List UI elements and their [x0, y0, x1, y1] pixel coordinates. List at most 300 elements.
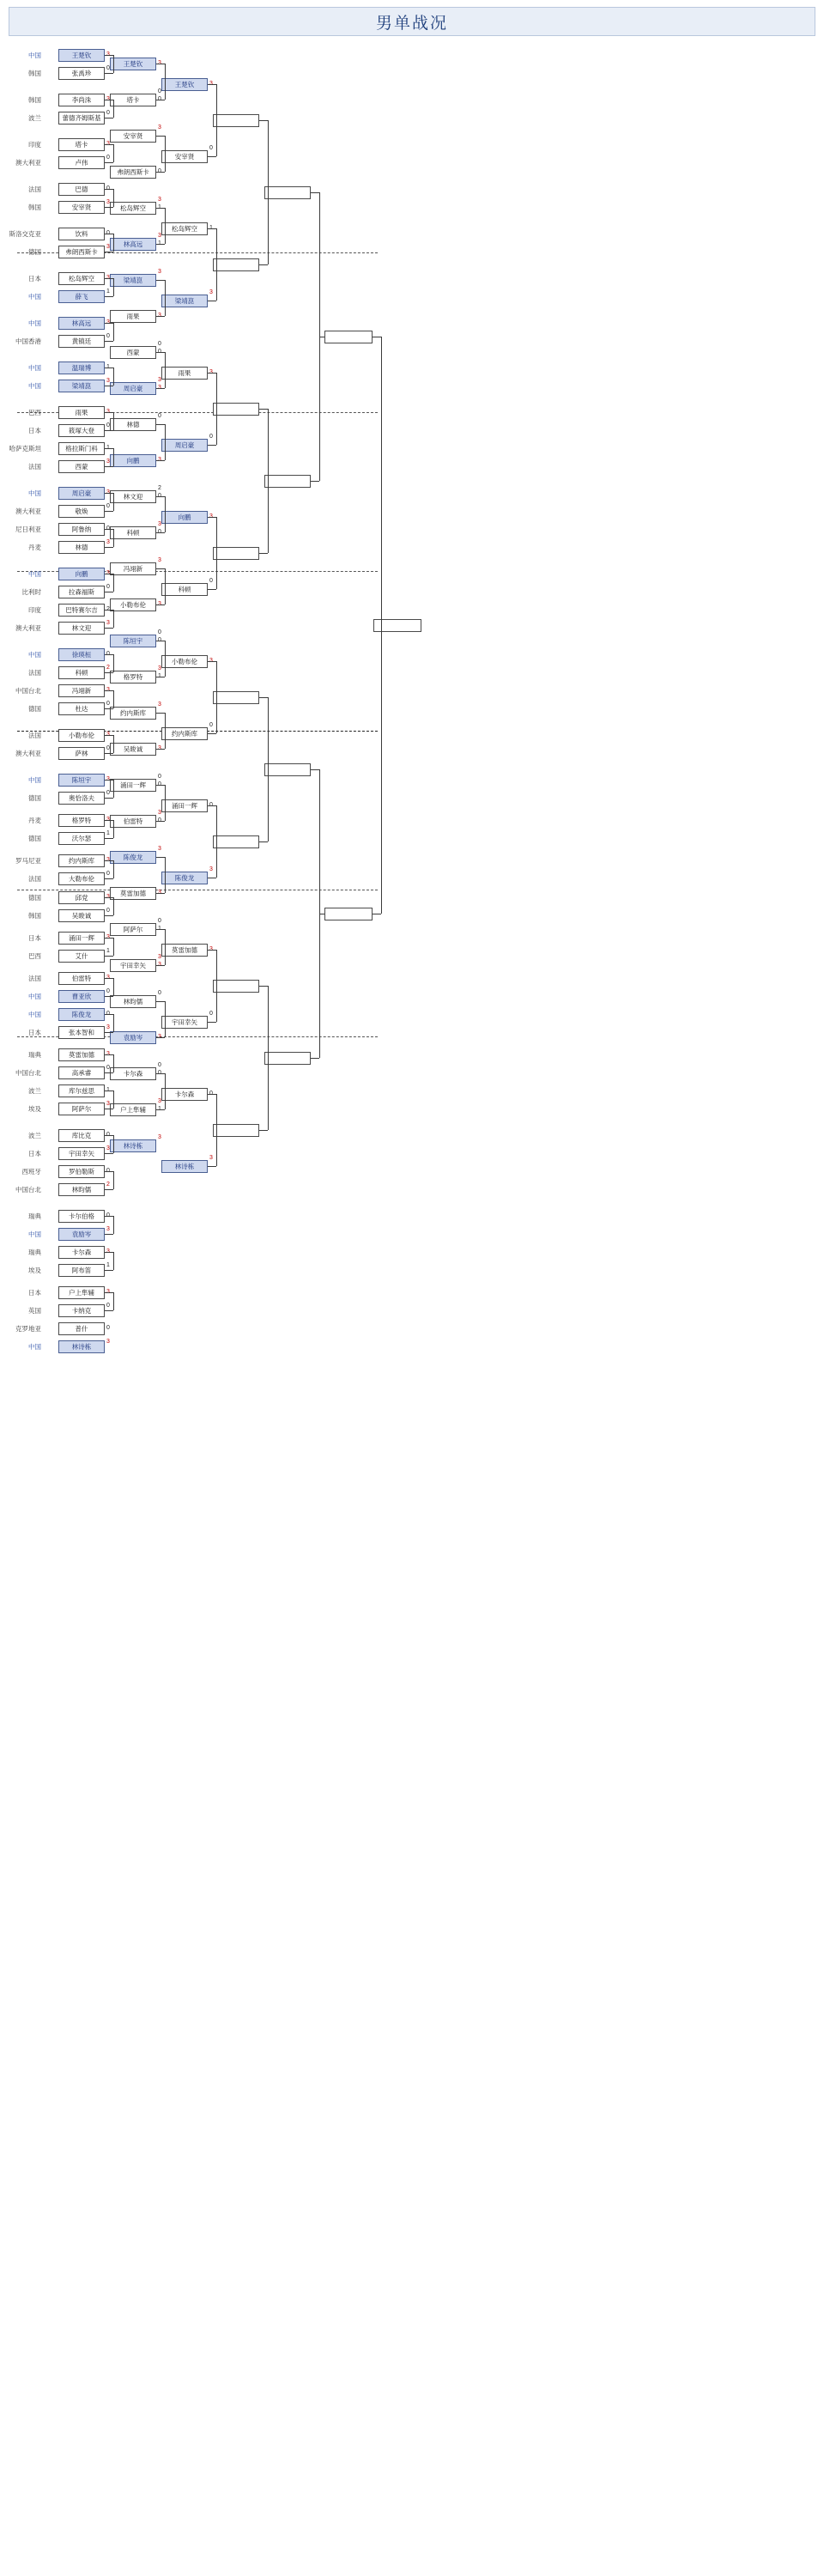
connector-line — [105, 430, 113, 431]
connector-line — [113, 1292, 114, 1310]
match-score: 1 — [106, 830, 110, 836]
match-score: 1 — [106, 289, 110, 295]
connector-line — [105, 610, 113, 611]
player-country-label: 西班牙 — [21, 1168, 41, 1176]
bracket-node-r1[interactable]: 艾什 — [58, 950, 105, 963]
bracket-node-r1[interactable]: 松岛辉空 — [58, 272, 105, 285]
match-score: 3 — [106, 244, 110, 250]
match-score: 2 — [158, 485, 161, 491]
bracket-node-r1[interactable]: 弗朗西斯卡 — [58, 246, 105, 258]
connector-line — [113, 610, 114, 628]
bracket-node-r1[interactable]: 沃尔瑟 — [58, 832, 105, 845]
connector-line — [105, 672, 113, 673]
connector-line — [113, 412, 114, 430]
connector-line — [113, 1216, 114, 1234]
player-country-label: 中国台北 — [15, 1186, 41, 1194]
match-score: 3 — [209, 289, 213, 295]
connector-line — [311, 769, 319, 770]
bracket-node-r2[interactable]: 林德 — [110, 418, 156, 431]
bracket-node-r1[interactable]: 巴特赛尔吉 — [58, 604, 105, 617]
bracket-node-r2[interactable]: 袁励岑 — [110, 1031, 156, 1044]
bracket-node-r3[interactable]: 陈俊龙 — [161, 872, 208, 884]
match-score: 0 — [106, 155, 110, 161]
connector-line — [105, 162, 113, 163]
connector-line — [165, 1073, 166, 1109]
connector-line — [156, 280, 165, 281]
player-country-label: 韩国 — [28, 96, 41, 104]
bracket-node-r1[interactable]: 阿鲁纳 — [58, 523, 105, 536]
page-title: 男单战况 — [375, 14, 448, 33]
bracket-node-r5[interactable] — [264, 763, 311, 776]
connector-line — [156, 568, 165, 569]
player-country-label: 德国 — [28, 794, 41, 802]
bracket-node-r1[interactable]: 西蒙 — [58, 460, 105, 473]
player-country-label: 印度 — [28, 141, 41, 149]
player-country-label: 巴西 — [28, 952, 41, 960]
bracket-node-r1[interactable]: 雨果 — [58, 406, 105, 419]
bracket-node-r2[interactable]: 周启豪 — [110, 382, 156, 395]
player-country-label: 法国 — [28, 875, 41, 883]
connector-line — [105, 1252, 113, 1253]
bracket-node-r1[interactable]: 户上隼辅 — [58, 1286, 105, 1299]
connector-line — [165, 496, 166, 532]
player-country-label: 中国 — [28, 319, 41, 327]
player-country-label: 日本 — [28, 1289, 41, 1297]
bracket-node-r3[interactable]: 科顿 — [161, 583, 208, 596]
match-score: 3 — [106, 620, 110, 626]
connector-line — [105, 1310, 113, 1311]
bracket-node-r2[interactable]: 吴晙诚 — [110, 743, 156, 756]
connector-line — [105, 996, 113, 997]
bracket-node-r2[interactable]: 伯雷特 — [110, 815, 156, 828]
connector-line — [216, 950, 217, 1022]
connector-line — [105, 1171, 113, 1172]
bracket-node-r1[interactable]: 徐瑛桓 — [58, 648, 105, 661]
bracket-node-r1[interactable]: 蕾德齐姆斯基 — [58, 112, 105, 125]
bracket-node-r2[interactable]: 塔卡 — [110, 94, 156, 106]
connector-line — [105, 838, 113, 839]
player-country-label: 中国 — [28, 993, 41, 1000]
bracket-node-r1[interactable]: 安宰贤 — [58, 201, 105, 214]
connector-line — [311, 1058, 319, 1059]
bracket-node-r3[interactable]: 莫雷加德 — [161, 944, 208, 957]
player-country-label: 中国 — [28, 1230, 41, 1238]
match-score: 0 — [158, 629, 161, 635]
connector-line — [105, 1189, 113, 1190]
match-score: 1 — [106, 1262, 110, 1268]
connector-line — [105, 820, 113, 821]
match-score: 0 — [158, 88, 161, 94]
bracket-node-r1[interactable]: 巴德 — [58, 183, 105, 196]
connector-line — [165, 1001, 166, 1037]
bracket-node-r3[interactable]: 林诗栋 — [161, 1160, 208, 1173]
connector-line — [113, 1252, 114, 1270]
bracket-node-r2[interactable]: 林高远 — [110, 238, 156, 251]
bracket-node-r1[interactable]: 张禹珍 — [58, 67, 105, 80]
bracket-node-r1[interactable]: 筱塚大登 — [58, 424, 105, 437]
connector-line — [156, 1109, 165, 1110]
connector-line — [311, 192, 319, 193]
bracket-node-r3[interactable]: 王楚钦 — [161, 78, 208, 91]
bracket-node-r4[interactable] — [213, 1124, 259, 1137]
match-score: 0 — [106, 110, 110, 116]
bracket-node-r4[interactable] — [213, 114, 259, 127]
match-score: 3 — [158, 846, 161, 852]
bracket-node-r5[interactable] — [264, 186, 311, 199]
bracket-node-r3[interactable]: 周启豪 — [161, 439, 208, 452]
connector-line — [208, 733, 216, 734]
player-country-label: 瑞典 — [28, 1212, 41, 1220]
bracket-node-r1[interactable]: 陈垣宇 — [58, 774, 105, 787]
connector-line — [105, 1292, 113, 1293]
connector-line — [165, 136, 166, 172]
bracket-node-r2[interactable]: 向鹏 — [110, 454, 156, 467]
connector-line — [105, 1032, 113, 1033]
connector-line — [105, 915, 113, 916]
bracket-node-r1[interactable]: 卢伟 — [58, 156, 105, 169]
connector-line — [156, 460, 165, 461]
connector-line — [105, 296, 113, 297]
player-country-label: 法国 — [28, 975, 41, 982]
bracket-node-r1[interactable]: 李尚洙 — [58, 94, 105, 106]
connector-line — [113, 448, 114, 466]
player-country-label: 英国 — [28, 1307, 41, 1315]
bracket-node-r1[interactable]: 卡尔森 — [58, 1246, 105, 1259]
connector-line — [113, 55, 114, 73]
bracket-node-r1[interactable]: 黄镇廷 — [58, 335, 105, 348]
match-score: 0 — [158, 341, 161, 347]
connector-line — [113, 978, 114, 996]
connector-line — [105, 55, 113, 56]
player-country-label: 澳大利亚 — [15, 507, 41, 515]
connector-line — [105, 735, 113, 736]
player-country-label: 日本 — [28, 275, 41, 283]
bracket-node-r1[interactable]: 约内斯库 — [58, 854, 105, 867]
bracket-node-r2[interactable]: 莫雷加德 — [110, 887, 156, 900]
connector-line — [156, 785, 165, 786]
bracket-node-r2[interactable]: 冯翊新 — [110, 562, 156, 575]
match-score: 0 — [106, 422, 110, 428]
connector-line — [113, 493, 114, 511]
connector-line — [113, 234, 114, 252]
player-country-label: 日本 — [28, 427, 41, 434]
player-country-label: 瑞典 — [28, 1249, 41, 1256]
bracket-node-r1[interactable]: 梁靖崑 — [58, 380, 105, 392]
connector-line — [105, 278, 113, 279]
match-score: 0 — [158, 918, 161, 924]
bracket-node-r2[interactable]: 林诗栋 — [110, 1139, 156, 1152]
connector-line — [105, 628, 113, 629]
connector-line — [105, 1270, 113, 1271]
bracket-node-r2[interactable]: 卡尔森 — [110, 1067, 156, 1080]
connector-line — [105, 753, 113, 754]
connector-line — [216, 517, 217, 589]
connector-line — [259, 553, 268, 554]
bracket-node-r2[interactable]: 梁靖崑 — [110, 274, 156, 287]
connector-line — [156, 208, 165, 209]
bracket-node-r2[interactable]: 陈俊龙 — [110, 851, 156, 864]
connector-line — [156, 893, 165, 894]
player-country-label: 法国 — [28, 669, 41, 677]
bracket-node-r2[interactable]: 宇田幸矢 — [110, 959, 156, 972]
bracket-node-r5[interactable] — [264, 1052, 311, 1065]
connector-line — [268, 986, 269, 1130]
match-score: 3 — [106, 1024, 110, 1030]
bracket-node-r1[interactable]: 王楚钦 — [58, 49, 105, 62]
match-score: 0 — [158, 1062, 161, 1068]
bracket-node-r4[interactable] — [213, 980, 259, 993]
connector-line — [156, 857, 165, 858]
connector-line — [259, 1130, 268, 1131]
connector-line — [113, 860, 114, 878]
bracket-node-r2[interactable]: 王楚钦 — [110, 58, 156, 70]
player-country-label: 韩国 — [28, 204, 41, 211]
connector-line — [165, 280, 166, 316]
bracket-node-r1[interactable]: 小勒布伦 — [58, 729, 105, 742]
match-score: 3 — [106, 459, 110, 465]
match-score: 3 — [158, 1098, 161, 1104]
player-country-label: 中国 — [28, 293, 41, 301]
bracket-node-r1[interactable]: 卡纳克 — [58, 1304, 105, 1317]
match-score: 0 — [106, 1325, 110, 1331]
connector-line — [165, 64, 166, 100]
bracket-node-r1[interactable]: 温瑞博 — [58, 361, 105, 374]
bracket-node-r1[interactable]: 林德 — [58, 541, 105, 554]
bracket-node-r1[interactable]: 张本智和 — [58, 1026, 105, 1039]
match-score: 3 — [106, 199, 110, 205]
bracket-node-r1[interactable]: 卡尔伯格 — [58, 1210, 105, 1223]
connector-line — [268, 697, 269, 841]
match-score: 3 — [158, 269, 161, 275]
bracket-node-r1[interactable]: 陈俊龙 — [58, 1008, 105, 1021]
bracket-node-r4[interactable] — [213, 258, 259, 271]
bracket-node-r1[interactable]: 饮料 — [58, 228, 105, 240]
match-score: 3 — [209, 866, 213, 872]
connector-line — [105, 1135, 113, 1136]
connector-line — [105, 1014, 113, 1015]
bracket-node-r2[interactable]: 阿萨尔 — [110, 923, 156, 936]
connector-line — [156, 821, 165, 822]
player-country-label: 中国 — [28, 1343, 41, 1351]
connector-line — [156, 424, 165, 425]
connector-line — [105, 860, 113, 861]
match-score: 0 — [106, 988, 110, 994]
connector-line — [259, 264, 268, 265]
bracket-node-r2[interactable]: 西蒙 — [110, 346, 156, 359]
bracket-node-r3[interactable]: 卡尔森 — [161, 1088, 208, 1101]
bracket-node-r1[interactable]: 普什 — [58, 1322, 105, 1335]
bracket-node-r1[interactable]: 向鹏 — [58, 568, 105, 580]
bracket-node-r1[interactable]: 阿萨尔 — [58, 1103, 105, 1115]
bracket-node-r5[interactable] — [264, 475, 311, 488]
match-score: 3 — [158, 702, 161, 708]
title-bar — [9, 7, 815, 36]
bracket-node-r2[interactable]: 雨果 — [110, 310, 156, 323]
bracket-node-r4[interactable] — [213, 691, 259, 704]
connector-line — [156, 388, 165, 389]
player-country-label: 澳大利亚 — [15, 159, 41, 167]
connector-line — [165, 352, 166, 388]
connector-line — [113, 1054, 114, 1072]
connector-line — [105, 529, 113, 530]
bracket-node-r2[interactable]: 约内斯库 — [110, 707, 156, 720]
bracket-node-r2[interactable]: 林昀儒 — [110, 995, 156, 1008]
bracket-node-r1[interactable]: 宇田幸矢 — [58, 1147, 105, 1160]
connector-line — [156, 172, 165, 173]
bracket-node-r1[interactable]: 格罗特 — [58, 814, 105, 827]
bracket-node-r2[interactable]: 涌田一辉 — [110, 779, 156, 792]
bracket-node-r1[interactable]: 莫雷加德 — [58, 1048, 105, 1061]
match-score: 0 — [209, 145, 213, 151]
connector-line — [268, 120, 269, 264]
connector-line — [113, 189, 114, 207]
bracket-node-r1[interactable]: 萨林 — [58, 747, 105, 760]
bracket-node-r1[interactable]: 林诗栋 — [58, 1340, 105, 1353]
connector-line — [113, 938, 114, 956]
connector-line — [156, 136, 165, 137]
player-country-label: 瑞典 — [28, 1051, 41, 1059]
bracket-node-r4[interactable] — [213, 835, 259, 848]
connector-line — [156, 713, 165, 714]
connector-line — [105, 144, 113, 145]
bracket-node-r3[interactable]: 宇田幸矢 — [161, 1016, 208, 1029]
match-score: 3 — [158, 1134, 161, 1140]
player-country-label: 日本 — [28, 1150, 41, 1157]
bracket-node-r3[interactable]: 约内斯库 — [161, 727, 208, 740]
bracket-node-r2[interactable]: 松岛辉空 — [110, 202, 156, 215]
connector-line — [268, 409, 269, 553]
connector-line — [208, 373, 216, 374]
connector-line — [156, 1001, 165, 1002]
connector-line — [156, 1037, 165, 1038]
connector-line — [208, 1022, 216, 1023]
match-score: 3 — [106, 1101, 110, 1107]
connector-line — [113, 278, 114, 296]
connector-line — [105, 466, 113, 467]
connector-line — [156, 749, 165, 750]
player-country-label: 中国台北 — [15, 1069, 41, 1077]
bracket-node-r1[interactable]: 冯翊新 — [58, 684, 105, 697]
bracket-node-r4[interactable] — [213, 403, 259, 416]
bracket-node-r1[interactable]: 涌田一辉 — [58, 932, 105, 945]
connector-line — [113, 735, 114, 753]
connector-line — [105, 189, 113, 190]
bracket-node-r1[interactable]: 吴晙诚 — [58, 909, 105, 922]
connector-line — [165, 785, 166, 821]
bracket-node-r1[interactable]: 林高远 — [58, 317, 105, 330]
connector-line — [259, 120, 268, 121]
bracket-node-r1[interactable]: 周启豪 — [58, 487, 105, 500]
bracket-node-r1[interactable]: 高承睿 — [58, 1066, 105, 1079]
match-score: 3 — [158, 665, 161, 671]
connector-line — [165, 713, 166, 749]
bracket-node-r2[interactable]: 小勒布伦 — [110, 598, 156, 611]
bracket-node-r4[interactable] — [213, 547, 259, 560]
connector-line — [105, 938, 113, 939]
bracket-node-r3[interactable]: 松岛辉空 — [161, 222, 208, 235]
match-score: 3 — [158, 125, 161, 131]
connector-line — [113, 144, 114, 162]
bracket-node-r2[interactable]: 格罗特 — [110, 671, 156, 683]
bracket-node-r1[interactable]: 林昀儒 — [58, 1183, 105, 1196]
player-country-label: 丹麦 — [28, 544, 41, 551]
connector-line — [216, 661, 217, 733]
match-score: 3 — [158, 233, 161, 239]
connector-line — [105, 73, 113, 74]
bracket-node-r1[interactable]: 邱党 — [58, 891, 105, 904]
bracket-node-r3[interactable]: 向鹏 — [161, 511, 208, 524]
connector-line — [105, 493, 113, 494]
player-country-label: 德国 — [28, 248, 41, 256]
bracket-node-r2[interactable]: 林文迎 — [110, 490, 156, 503]
bracket-node-r1[interactable]: 阿布笛 — [58, 1264, 105, 1277]
bracket-node-r2[interactable]: 安宰贤 — [110, 130, 156, 143]
bracket-node-r3[interactable]: 梁靖崑 — [161, 295, 208, 307]
match-score: 0 — [106, 1303, 110, 1309]
connector-line — [381, 337, 382, 914]
bracket-node-r1[interactable]: 薛飞 — [58, 290, 105, 303]
bracket-node-r2[interactable]: 陈垣宇 — [110, 635, 156, 647]
bracket-node-r1[interactable]: 杜达 — [58, 702, 105, 715]
connector-line — [208, 156, 216, 157]
bracket-node-r1[interactable]: 大勒布伦 — [58, 872, 105, 885]
bracket-node-r1[interactable]: 塔卡 — [58, 138, 105, 151]
connector-line — [105, 1234, 113, 1235]
connector-line — [113, 897, 114, 915]
bracket-node-r1[interactable]: 敬焕 — [58, 505, 105, 518]
player-country-label: 德国 — [28, 894, 41, 902]
connector-line — [113, 780, 114, 798]
bracket-node-r1[interactable]: 伯雷特 — [58, 972, 105, 985]
bracket-node-r3[interactable]: 雨果 — [161, 367, 208, 380]
player-country-label: 埃及 — [28, 1105, 41, 1113]
connector-line — [105, 798, 113, 799]
match-score: 0 — [209, 1011, 213, 1017]
bracket-node-r2[interactable]: 弗朗西斯卡 — [110, 166, 156, 179]
player-country-label: 丹麦 — [28, 817, 41, 824]
bracket-node-r1[interactable]: 库比克 — [58, 1129, 105, 1142]
connector-line — [105, 1054, 113, 1055]
bracket-node-r1[interactable]: 罗伯勒斯 — [58, 1165, 105, 1178]
bracket-node-r1[interactable]: 曹亚欣 — [58, 990, 105, 1003]
bracket-node-r2[interactable]: 户上隼辅 — [110, 1103, 156, 1116]
bracket-node-r6[interactable] — [324, 908, 373, 920]
player-country-label: 中国香港 — [15, 337, 41, 345]
match-score: 2 — [106, 665, 110, 671]
bracket-node-r1[interactable]: 库尔兹思 — [58, 1084, 105, 1097]
bracket-node-r1[interactable]: 林文迎 — [58, 622, 105, 635]
connector-line — [105, 341, 113, 342]
bracket-node-r1[interactable]: 格拉斯门科 — [58, 442, 105, 455]
tournament-bracket — [0, 41, 824, 2571]
bracket-node-r1[interactable]: 袁励岑 — [58, 1228, 105, 1241]
bracket-node-r3[interactable]: 安宰贤 — [161, 150, 208, 163]
bracket-node-r1[interactable]: 科顿 — [58, 666, 105, 679]
bracket-node-r3[interactable]: 小勒布伦 — [161, 655, 208, 668]
bracket-node-r1[interactable]: 奥恰洛夫 — [58, 792, 105, 805]
bracket-node-r2[interactable]: 科顿 — [110, 526, 156, 539]
match-score: 0 — [106, 503, 110, 509]
match-score: 0 — [106, 584, 110, 590]
bracket-node-r1[interactable]: 拉森福斯 — [58, 586, 105, 598]
match-score: 0 — [106, 908, 110, 914]
bracket-node-r3[interactable]: 涌田一辉 — [161, 799, 208, 812]
connector-line — [165, 424, 166, 460]
connector-line — [165, 929, 166, 965]
player-country-label: 日本 — [28, 1029, 41, 1036]
match-score: 3 — [158, 954, 161, 960]
bracket-node-r6[interactable] — [324, 331, 373, 343]
